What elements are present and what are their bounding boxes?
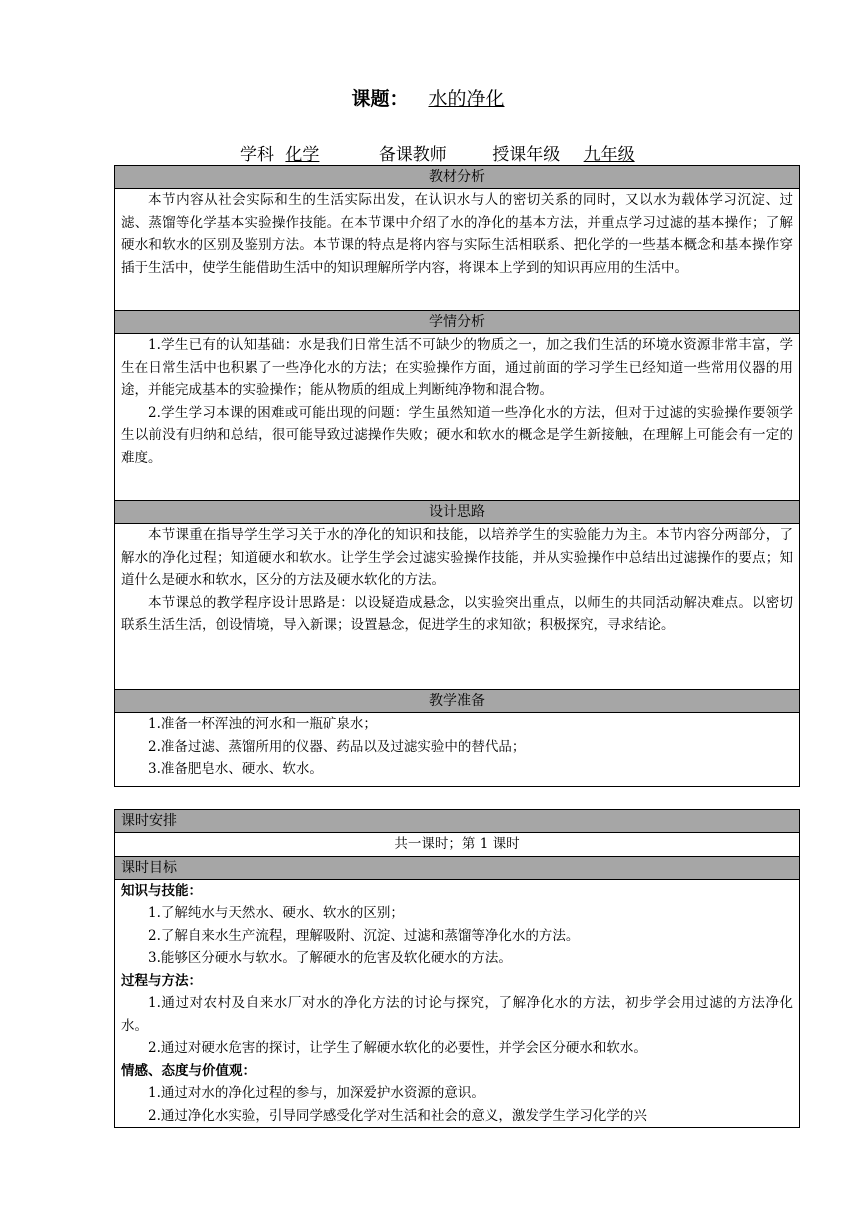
list-item: 1.准备一杯浑浊的河水和一瓶矿泉水； — [148, 716, 377, 732]
page-title — [0, 84, 860, 111]
paragraph: 本节内容从社会实际和生的生活实际出发，在认识水与人的密切关系的同时，又以水为载体学习沉淀、过滤、蒸馏等化学基本实验操作技能。在本节课中介绍了水的净化的基本方法，并重点学习过滤的基本操作；了解硬水和软水的区别及鉴别方法。本节课的特点是将内容与实际生活相联系、把化学的一些基本概念和基本操作穿插于生活中，使学生能借助生活中的知识理解所学内容，将课本上学到的知识再应用的生活中。 — [121, 192, 793, 276]
lesson-meta — [240, 140, 635, 165]
list-item: 2.准备过滤、蒸馏所用的仪器、药品以及过滤实验中的替代品； — [148, 738, 526, 755]
section-header-students: 学情分析 — [115, 311, 800, 334]
subject-label: 学科 — [240, 145, 274, 165]
section-header-design: 设计思路 — [115, 501, 800, 524]
list-item: 2.通过对硬水危害的探讨，让学生了解硬水软化的必要性，并学会区分硬水和软水。 — [148, 1040, 647, 1056]
paragraph: 本节课总的教学程序设计思路是：以设疑造成悬念，以实验突出重点，以师生的共同活动解决难点。以密切联系生活生活，创设情境，导入新课；设置悬念，促进学生的求知欲；积极探究，寻求结论。 — [121, 594, 793, 633]
list-item: 3.准备肥皂水、硬水、软水。 — [148, 761, 323, 777]
section-body-prep — [115, 713, 800, 787]
emotion-label: 情感、态度与价值观： — [121, 1062, 256, 1079]
list-item: 3.能够区分硬水与软水。了解硬水的危害及软化硬水的方法。 — [148, 950, 512, 966]
schedule-value: 共一课时；第 1 课时 — [115, 833, 800, 857]
objectives-body — [115, 879, 800, 1128]
paragraph: 本节课重在指导学生学习关于水的净化的知识和技能，以培养学生的实验能力为主。本节内容分两部分，了解水的净化过程；知道硬水和软水。让学生学会过滤实验操作技能，并从实验操作中总结出过滤操作的要点；知道什么是硬水和软水，区分的方法及硬水软化的方法。 — [121, 527, 793, 588]
paragraph: 2.学生学习本课的困难或可能出现的问题：学生虽然知道一些净化水的方法，但对于过滤的实验操作要领学生以前没有归纳和总结，很可能导致过滤操作失败；硬水和软水的概念是学生新接触，在理解上可能会有一定的难度。 — [121, 404, 793, 466]
grade-label: 授课年级 — [492, 145, 561, 165]
section-header-prep: 教学准备 — [115, 690, 800, 713]
section-header-textbook: 教材分析 — [115, 166, 800, 189]
list-item: 1.了解纯水与天然水、硬水、软水的区别； — [148, 905, 404, 921]
grade-value: 九年级 — [583, 145, 635, 165]
process-label: 过程与方法： — [121, 972, 202, 989]
list-item: 2.了解自来水生产流程，理解吸附、沉淀、过滤和蒸馏等净化水的方法。 — [148, 927, 580, 944]
section-body-design — [115, 524, 800, 690]
title-value: 水的净化 — [428, 88, 505, 110]
lesson-plan-table — [114, 165, 800, 787]
objectives-header: 课时目标 — [115, 856, 800, 879]
schedule-header: 课时安排 — [115, 810, 800, 833]
knowledge-label: 知识与技能： — [121, 882, 202, 899]
subject-value: 化学 — [285, 145, 320, 165]
list-item: 1.通过对农村及自来水厂对水的净化方法的讨论与探究，了解净化水的方法，初步学会用过滤的方法净化水。 — [121, 995, 793, 1034]
teacher-label: 备课教师 — [378, 145, 447, 165]
list-item: 1.通过对水的净化过程的参与，加深爱护水资源的意识。 — [148, 1085, 485, 1101]
paragraph: 1.学生已有的认知基础：水是我们日常生活不可缺少的物质之一，加之我们生活的环境水资源非常丰富，学生在日常生活中也积累了一些净化水的方法；在实验操作方面，通过前面的学习学生已经知道一些常用仪器的用途，并能完成基本的实验操作；能从物质的组成上判断纯净物和混合物。 — [121, 337, 793, 398]
section-body-textbook — [115, 189, 800, 311]
title-label: 课题： — [351, 88, 409, 110]
list-item: 2.通过净化水实验，引导同学感受化学对生活和社会的意义，激发学生学习化学的兴 — [148, 1107, 647, 1124]
section-body-students — [115, 334, 800, 501]
schedule-table — [114, 809, 800, 1128]
